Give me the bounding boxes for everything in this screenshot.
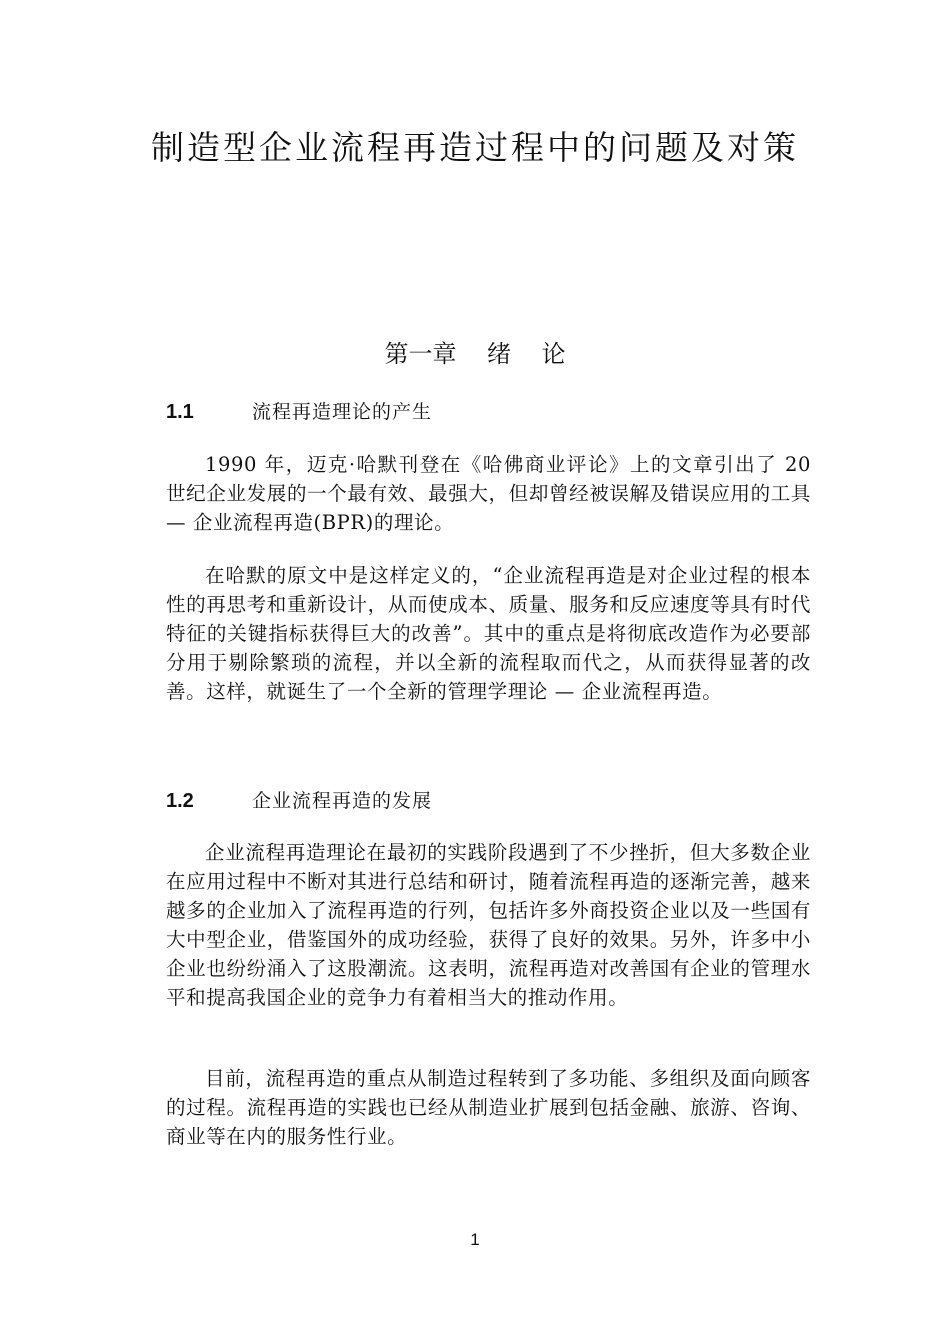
paragraph-1-1-a: 1990 年，迈克·哈默刊登在《哈佛商业评论》上的文章引出了 20 世纪企业发展的一个最有效、最强大，但却曾经被误解及错误应用的工具 — 企业流程再造(BPR)的理论。 xyxy=(166,453,811,534)
paragraph-1-1-b: 在哈默的原文中是这样定义的，“企业流程再造是对企业过程的根本性的再思考和重新设计，从而使成本、质量、服务和反应速度等具有时代特征的关键指标获得巨大的改善”。其中的重点是将彻底改造作为必要部分用于剔除繁琐的流程，并以全新的流程取而代之，从而获得显著的改善。这样，就诞生了一个全新的管理学理论 — 企业流程再造。 xyxy=(166,564,811,703)
paragraph-1-2-a: 企业流程再造理论在最初的实践阶段遇到了不少挫折，但大多数企业在应用过程中不断对其进行总结和研讨，随着流程再造的逐渐完善，越来越多的企业加入了流程再造的行列，包括许多外商投资企业以及一些国有大中型企业，借鉴国外的成功经验，获得了良好的效果。另外，许多中小企业也纷纷涌入了这股潮流。这表明，流程再造对改善国有企业的管理水平和提高我国企业的竞争力有着相当大的推动作用。 xyxy=(166,841,811,1009)
section-number: 1.2 xyxy=(166,790,194,812)
paragraph-1-2-b: 目前，流程再造的重点从制造过程转到了多功能、多组织及面向顾客的过程。流程再造的实践也已经从制造业扩展到包括金融、旅游、咨询、商业等在内的服务性行业。 xyxy=(166,1067,811,1148)
chapter-heading: 第一章 绪 论 xyxy=(384,340,566,368)
section-title: 企业流程再造的发展 xyxy=(252,790,433,812)
page-number: 1 xyxy=(470,1230,480,1249)
section-heading-1-1 xyxy=(166,397,432,424)
section-title: 流程再造理论的产生 xyxy=(252,401,433,423)
section-heading-1-2 xyxy=(166,786,432,813)
document-title: 制造型企业流程再造过程中的问题及对策 xyxy=(151,128,799,167)
section-number: 1.1 xyxy=(166,401,194,423)
